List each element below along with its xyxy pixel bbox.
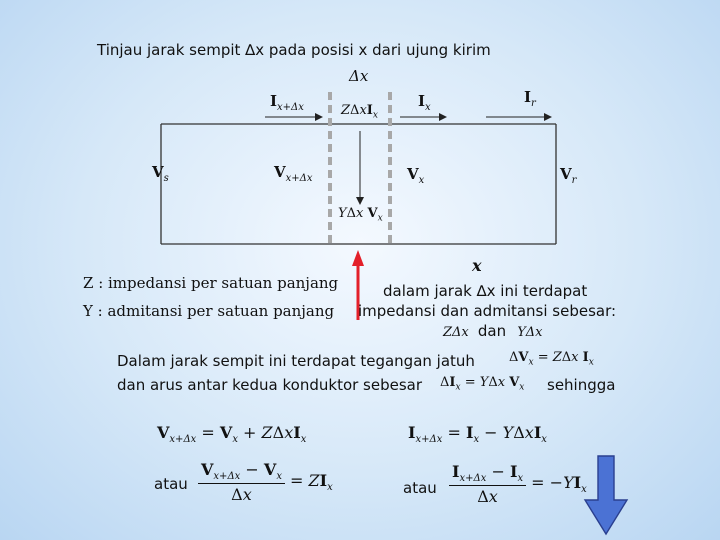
i-mid-label: $I_x$ <box>418 92 431 113</box>
v-left-label: $V_{x+\Delta x}$ <box>274 163 313 184</box>
eq-i-difference: $I_{x+\Delta x} = I_x - Y\Delta xI_x$ <box>408 423 547 446</box>
delta-x-label: Δx <box>349 67 369 85</box>
i-left-label: $I_{x+\Delta x}$ <box>270 92 304 113</box>
eq-v-fraction: $\frac{V_{x+\Delta x} - V_x}{\Delta x}$ = $ZI_x$ <box>198 460 333 504</box>
eq-v-difference: $V_{x+\Delta x} = V_x + Z\Delta xI_x$ <box>157 423 307 446</box>
y-label: YΔx $V_x$ <box>338 206 383 224</box>
note-y: YΔx <box>517 325 543 340</box>
red-arrow-head <box>352 250 364 266</box>
v-mid-label: $V_x$ <box>407 165 425 186</box>
atau-left: atau <box>154 475 188 493</box>
title-line: Tinjau jarak sempit ∆x pada posisi x dari ujung kirim <box>97 41 491 59</box>
def-y: Y : admitansi per satuan panjang <box>83 302 335 320</box>
atau-right: atau <box>403 479 437 497</box>
note-dan: dan <box>477 322 507 340</box>
eq-delta-i: $\Delta I_x = Y\Delta x$ $V_x$ <box>440 375 525 393</box>
def-z: Z : impedansi per satuan panjang <box>83 274 339 292</box>
note-z: ZΔx <box>443 325 469 340</box>
vr-label: $V_r$ <box>560 165 577 186</box>
x-axis-label: x <box>472 256 482 275</box>
i-right-label: $I_r$ <box>524 88 536 109</box>
eq-i-fraction: $\frac{I_{x+\Delta x} - I_x}{\Delta x}$ = $-YI_x$ <box>449 462 587 506</box>
vs-label: $V_s$ <box>152 163 169 184</box>
eq-delta-v: $\Delta V_x = Z\Delta x$ $I_x$ <box>509 350 594 368</box>
paragraph-line2: dan arus antar kedua konduktor sebesar <box>117 376 423 394</box>
paragraph-line1: Dalam jarak sempit ini terdapat tegangan jatuh <box>117 352 475 370</box>
note-line3 <box>443 321 543 340</box>
note-line1: dalam jarak ∆x ini terdapat <box>383 282 588 300</box>
note-line2: impedansi dan admitansi sebesar: <box>358 302 617 320</box>
paragraph-tail: sehingga <box>547 376 616 394</box>
blue-down-arrow <box>585 456 627 534</box>
z-label: ZΔxI$_x$ <box>341 103 378 121</box>
